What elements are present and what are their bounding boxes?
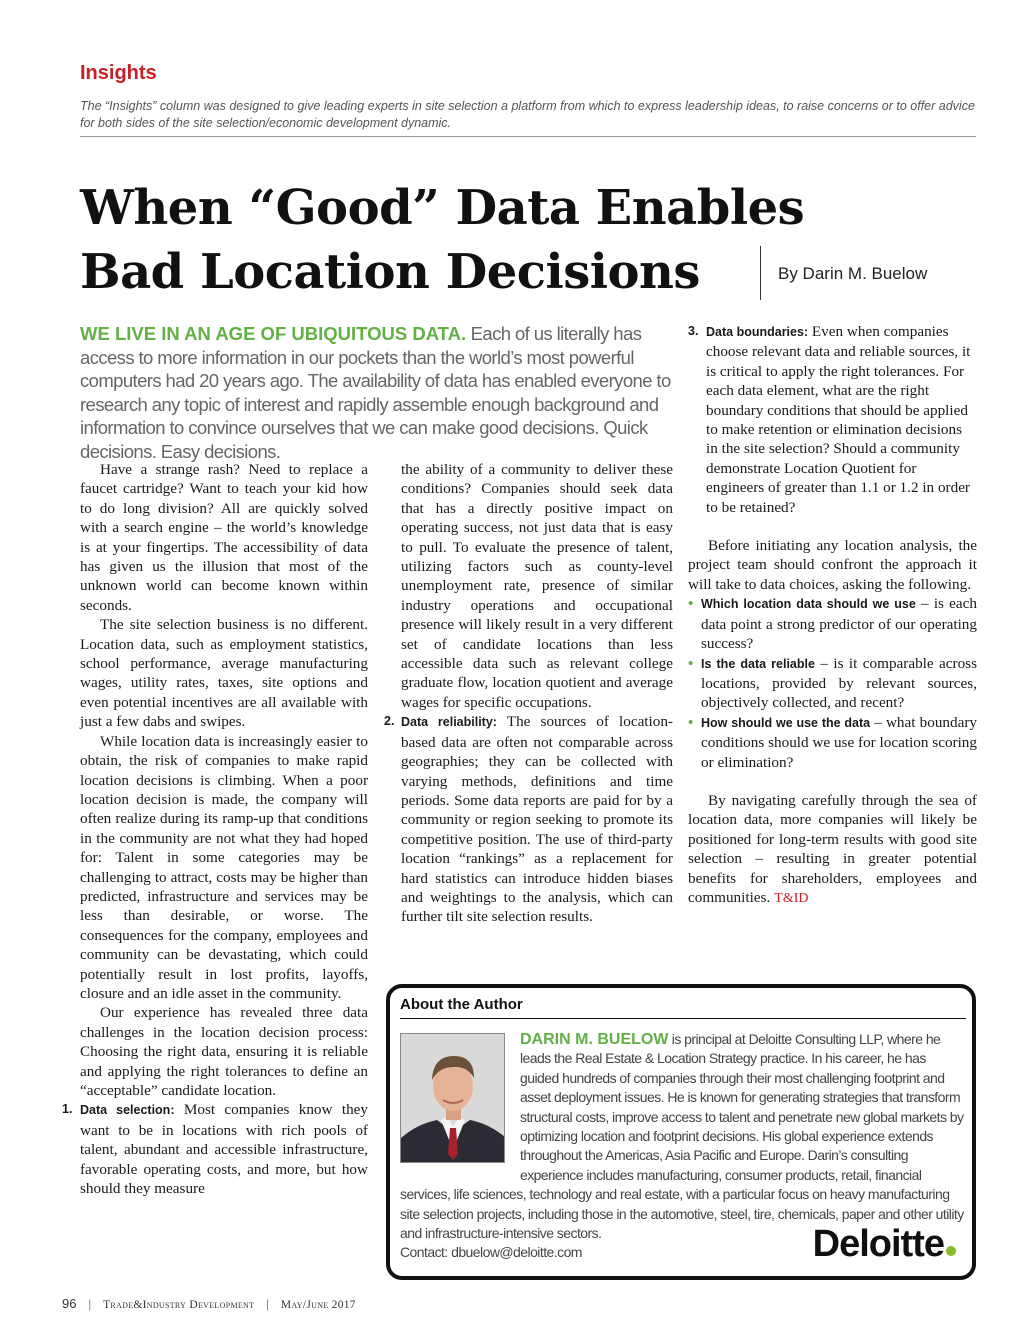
body-paragraph: Have a strange rash? Need to replace a faucet cartridge? Want to teach your kid how to do long division? All are quickly solved with a search engine – the world’s knowledge is at your fingertips. The accessibility of data has given us the illusion that most of the unknown world can become known within seconds. — [80, 461, 368, 614]
lede-kicker: WE LIVE IN AN AGE OF UBIQUITOUS DATA. — [80, 323, 467, 344]
bullet-lead: Which location data should we use — [701, 597, 916, 612]
body-paragraph — [688, 791, 977, 908]
byline: By Darin M. Buelow — [778, 264, 928, 283]
item-number: 3. — [688, 324, 699, 338]
bullet-item — [688, 654, 977, 713]
bullet-dot-icon: • — [688, 654, 694, 672]
footer-separator: | — [88, 1296, 92, 1311]
lede-text: Each of us literally has access to more information in our pockets than the world’s most powerful computers had 20 years ago. The availability of data has enabled everyone to research any topic of interest and rapidly assemble enough background and information to convince ourselves that we can make good decisions. Quick decisions. Easy decisions. — [80, 323, 671, 462]
item-number: 2. — [384, 714, 395, 729]
item-number: 1. — [62, 1102, 73, 1117]
numbered-item-data-selection — [62, 1100, 368, 1198]
lede-paragraph — [80, 322, 676, 463]
bullet-lead: How should we use the data — [701, 715, 871, 730]
deloitte-wordmark: Deloitte — [812, 1223, 944, 1265]
section-label: Insights — [80, 62, 157, 84]
bullet-text: – is it comparable across locations, provided by relevant sources, objectively collected, and recent? — [701, 654, 978, 712]
body-paragraph: Our experience has revealed three data challenges in the location decision process: Choosing the right data, ensuring it is reliable and applying the right tolerances to define an “acceptable” candidate location. — [80, 1004, 368, 1099]
photo-spacer — [400, 1030, 520, 1166]
page-number: 96 — [62, 1296, 77, 1311]
item-lead: Data reliability: — [401, 715, 497, 730]
body-paragraph-continued: the ability of a community to deliver these conditions? Companies should seek data that has a directly positive impact on operating success, not just data that is easy to pull. To evaluate the presence of talent, utilizing factors such as county-level unemployment rate, presence of similar industry operations and occupational presence will likely result in a very different set of candidate locations than less accessible data such as relevant college graduate flow, location quotient and average wages for specific occupations. — [401, 461, 673, 711]
body-paragraph: While location data is increasingly easier to obtain, the risk of companies to make rapid location decisions is climbing. When a poor location decision is made, the company will often realize during its ramp-up that conditions in the community are not what they had hoped for: Talent in some categories may be challenging to attract, costs may be higher than predicted, infrastructure and services may be less than desirable, or worse. The consequences for the company, employees and community can be devastating, which could potentially result in lost profits, layoffs, closure and an idle asset in the community. — [80, 732, 368, 1002]
deloitte-dot-icon — [946, 1246, 956, 1256]
section-description: The “Insights” column was designed to give leading experts in site selection a platform from which to express leadership ideas, to raise concerns or to offer advice for both sides of the site selection/economic development dynamic. — [80, 99, 975, 130]
article-title — [80, 176, 804, 304]
closing-text: By navigating carefully through the sea of location data, more companies will likely be positioned for long-term results with good site selection – resulting in greater potential benefits for shareholders, employees and communities. — [688, 791, 977, 906]
end-mark: T&ID — [774, 890, 809, 906]
article-title-line-1: When “Good” Data Enables — [80, 180, 805, 236]
numbered-item-data-reliability — [384, 712, 673, 926]
article-column-2 — [384, 460, 673, 927]
numbered-item-data-boundaries — [688, 322, 977, 517]
issue-date: May/June 2017 — [280, 1299, 356, 1311]
item-text: Most companies know they want to be in locations with rich pools of talent, abundant and accessible infrastructure, favorable operating costs, and more, but how should they measure — [80, 1101, 368, 1198]
byline-divider — [760, 246, 761, 300]
item-lead: Data boundaries: — [706, 325, 809, 339]
bullet-dot-icon: • — [688, 713, 694, 731]
deloitte-logo — [813, 1223, 956, 1266]
body-paragraph: Before initiating any location analysis, the project team should confront the approach it will take to data choices, asking the following. — [688, 537, 977, 593]
item-text: Even when companies choose relevant data and reliable sources, it is critical to apply the right tolerances. For each data element, what are the right boundary conditions that should be applied to make retention or elimination decisions in the site selection? Should a community demonstrate Location Quotient for engineers of greater than 1.1 or 1.2 in order to be retained? — [706, 323, 971, 516]
bullet-dot-icon: • — [688, 595, 694, 613]
about-author-box — [386, 984, 976, 1280]
bullet-text: – what boundary conditions should we use for location scoring or elimination? — [701, 713, 977, 771]
bullet-item — [688, 713, 977, 772]
header-divider — [80, 136, 976, 137]
article-column-3 — [688, 322, 977, 908]
article-column-1 — [62, 460, 368, 1198]
bullet-text: – is each data point a strong predictor of our operating success? — [701, 595, 977, 653]
author-name: DARIN M. BUELOW — [520, 1031, 669, 1048]
item-text: The sources of location-based data are often not comparable across geographies; they can be collected with varying methods, definitions and time periods. Some data reports are paid for by a community or region seeking to promote its competitive position. The use of third-party location “rankings” as a replacement for hard statistics can introduce hidden biases and weightings to the analysis, which can further tilt site selection results. — [401, 713, 673, 926]
bullet-lead: Is the data reliable — [701, 656, 815, 671]
author-contact: Contact: dbuelow@deloitte.com — [400, 1244, 582, 1261]
about-author-divider — [400, 1018, 966, 1019]
item-lead: Data selection: — [80, 1103, 175, 1118]
body-paragraph: The site selection business is no different. Location data, such as employment statistics, school performance, average manufacturing wages, utility rates, taxes, site options and even potential incentives are all available with just a few dabs and swipes. — [80, 616, 368, 731]
bullet-item — [688, 594, 977, 653]
publication-name: Trade&Industry Development — [103, 1299, 255, 1311]
page-footer — [62, 1296, 356, 1312]
article-title-line-2: Bad Location Decisions — [80, 244, 700, 300]
spacer — [688, 517, 977, 536]
author-bio-text: is principal at Deloitte Consulting LLP, where he leads the Real Estate & Location Strategy practice. In his career, he has guided hundreds of companies through their most challenging footprint and asset deployment issues. He is known for generating strategies that transform structural costs, improve access to talent and penetrate new global markets by optimizing location and footprint decisions. His global experience extends throughout the Americas, Asia Pacific and Europe. Darin’s consulting experience includes manufacturing, consumer products, retail, financial services, life sciences, technology and real estate, with a particular focus on heavy manufacturing site selection projects, including those in the automotive, steel, tire, chemicals, paper and other utility and infrastructure-intensive sectors. — [400, 1031, 964, 1242]
spacer — [688, 772, 977, 791]
about-author-heading: About the Author — [400, 996, 523, 1013]
footer-separator: | — [266, 1296, 269, 1311]
